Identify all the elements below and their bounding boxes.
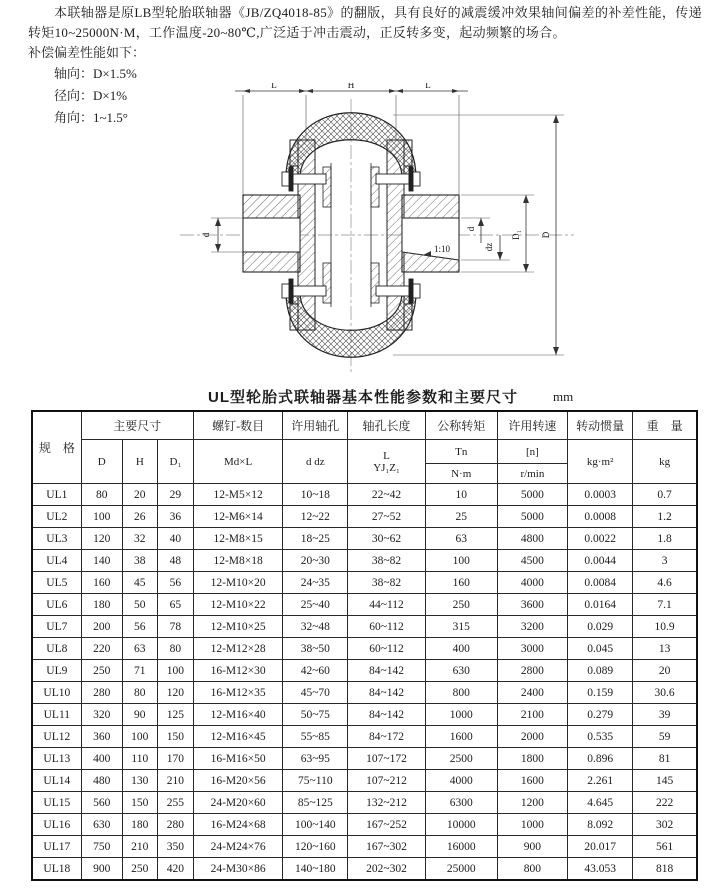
table-cell: 100: [122, 726, 157, 748]
table-cell: 180: [81, 594, 122, 616]
table-cell: 6300: [425, 792, 497, 814]
dim-label-hub-diameter: D₁: [511, 230, 521, 240]
table-cell: 4.6: [633, 572, 697, 594]
table-cell: 2500: [425, 748, 497, 770]
table-cell: 130: [122, 770, 157, 792]
table-cell: 630: [425, 660, 497, 682]
table-cell: 3600: [497, 594, 567, 616]
table-cell: 20.017: [568, 836, 633, 858]
header-d: D: [81, 440, 122, 484]
table-cell: UL1: [32, 484, 81, 506]
table-cell: 210: [122, 836, 157, 858]
table-cell: 12~22: [283, 506, 348, 528]
table-body: [32, 484, 697, 881]
table-cell: 800: [425, 682, 497, 704]
table-cell: 280: [81, 682, 122, 704]
table-cell: UL16: [32, 814, 81, 836]
table-cell: 180: [122, 814, 157, 836]
table-cell: 2000: [497, 726, 567, 748]
table-cell: 5000: [497, 506, 567, 528]
dim-label-outer-diameter: D: [541, 231, 551, 239]
table-cell: 1600: [497, 770, 567, 792]
table-cell: 10.9: [633, 616, 697, 638]
table-cell: 202~302: [348, 858, 425, 881]
table-cell: 0.0008: [568, 506, 633, 528]
table-cell: UL12: [32, 726, 81, 748]
table-cell: 80: [122, 682, 157, 704]
table-cell: 25~40: [283, 594, 348, 616]
dim-label-top-center: H: [347, 83, 355, 90]
table-cell: 0.535: [568, 726, 633, 748]
header-spec: 规 格: [32, 411, 81, 484]
table-cell: 167~302: [348, 836, 425, 858]
table-cell: 10~18: [283, 484, 348, 506]
table-cell: 26: [122, 506, 157, 528]
table-row: [32, 814, 697, 836]
table-cell: 38~50: [283, 638, 348, 660]
table-cell: 1000: [425, 704, 497, 726]
table-cell: UL18: [32, 858, 81, 881]
table-cell: 65: [157, 594, 193, 616]
table-cell: 71: [122, 660, 157, 682]
table-cell: 4.645: [568, 792, 633, 814]
table-cell: 5000: [497, 484, 567, 506]
table-cell: 20~30: [283, 550, 348, 572]
table-cell: 1.2: [633, 506, 697, 528]
table-cell: 7.1: [633, 594, 697, 616]
table-cell: 16-M12×35: [193, 682, 282, 704]
table-cell: 12-M8×18: [193, 550, 282, 572]
table-cell: 160: [81, 572, 122, 594]
table-cell: 42~60: [283, 660, 348, 682]
table-cell: 560: [81, 792, 122, 814]
dim-label-bore-right: d: [466, 226, 476, 232]
table-cell: 100~140: [283, 814, 348, 836]
table-row: [32, 616, 697, 638]
table-cell: 0.7: [633, 484, 697, 506]
table-cell: 255: [157, 792, 193, 814]
table-cell: 38~82: [348, 572, 425, 594]
table-cell: 2.261: [568, 770, 633, 792]
header-bore-len: 轴孔长度: [348, 411, 425, 440]
table-cell: UL7: [32, 616, 81, 638]
table-cell: 24~35: [283, 572, 348, 594]
table-cell: 132~212: [348, 792, 425, 814]
table-cell: 120~160: [283, 836, 348, 858]
table-cell: 145: [633, 770, 697, 792]
table-cell: 160: [425, 572, 497, 594]
table-cell: 200: [81, 616, 122, 638]
table-row: [32, 770, 697, 792]
table-cell: 320: [81, 704, 122, 726]
header-speed-sym: [n]: [497, 440, 567, 464]
table-cell: 0.0003: [568, 484, 633, 506]
header-main-dims: 主要尺寸: [81, 411, 193, 440]
table-cell: 12-M6×14: [193, 506, 282, 528]
taper-note-label: 1:10: [433, 244, 451, 254]
header-screws: 螺钉-数目: [193, 411, 282, 440]
table-row: [32, 858, 697, 881]
table-cell: 107~172: [348, 748, 425, 770]
table-cell: 12-M12×28: [193, 638, 282, 660]
table-cell: 30~62: [348, 528, 425, 550]
table-row: [32, 726, 697, 748]
table-cell: 84~172: [348, 726, 425, 748]
table-cell: UL2: [32, 506, 81, 528]
header-torque-unit: N·m: [425, 464, 497, 484]
table-cell: 100: [157, 660, 193, 682]
dim-label-taper-bore: dz: [484, 242, 494, 252]
table-cell: 50~75: [283, 704, 348, 726]
table-cell: 25: [425, 506, 497, 528]
table-cell: 45: [122, 572, 157, 594]
table-cell: 50: [122, 594, 157, 616]
header-d1: D₁: [157, 440, 193, 484]
table-row: [32, 528, 697, 550]
table-cell: UL9: [32, 660, 81, 682]
table-cell: 360: [81, 726, 122, 748]
table-cell: 302: [633, 814, 697, 836]
table-cell: 167~252: [348, 814, 425, 836]
offset-heading: 补偿偏差性能如下：: [28, 45, 146, 60]
parameters-table: [31, 410, 698, 881]
table-cell: 1000: [497, 814, 567, 836]
table-cell: 12-M10×25: [193, 616, 282, 638]
table-row: [32, 748, 697, 770]
table-cell: 220: [81, 638, 122, 660]
table-cell: 0.029: [568, 616, 633, 638]
table-cell: 0.0022: [568, 528, 633, 550]
table-cell: 45~70: [283, 682, 348, 704]
table-cell: 4000: [497, 572, 567, 594]
table-cell: 1800: [497, 748, 567, 770]
table-cell: 13: [633, 638, 697, 660]
header-torque: 公称转矩: [425, 411, 497, 440]
table-cell: 0.0084: [568, 572, 633, 594]
table-cell: 210: [157, 770, 193, 792]
table-cell: 24-M30×86: [193, 858, 282, 881]
table-cell: 0.0044: [568, 550, 633, 572]
table-cell: 32~48: [283, 616, 348, 638]
table-cell: 38: [122, 550, 157, 572]
table-cell: 2100: [497, 704, 567, 726]
table-row: [32, 638, 697, 660]
table-cell: 48: [157, 550, 193, 572]
table-cell: 0.279: [568, 704, 633, 726]
table-cell: 400: [81, 748, 122, 770]
header-weight-unit: kg: [633, 440, 697, 484]
header-bore-len-sub: [348, 440, 425, 484]
table-cell: 0.045: [568, 638, 633, 660]
table-cell: 84~142: [348, 660, 425, 682]
table-cell: 63: [425, 528, 497, 550]
table-cell: 16-M12×30: [193, 660, 282, 682]
table-cell: UL3: [32, 528, 81, 550]
table-row: [32, 550, 697, 572]
table-cell: 0.159: [568, 682, 633, 704]
dim-label-top-left: L: [271, 83, 277, 90]
table-cell: 24-M20×60: [193, 792, 282, 814]
table-cell: 12-M16×45: [193, 726, 282, 748]
table-cell: 32: [122, 528, 157, 550]
table-cell: 60~112: [348, 616, 425, 638]
table-cell: 561: [633, 836, 697, 858]
left-hub: [243, 195, 300, 272]
table-cell: 150: [122, 792, 157, 814]
table-cell: 250: [81, 660, 122, 682]
table-row: [32, 836, 697, 858]
table-cell: 4800: [497, 528, 567, 550]
table-cell: 16-M16×50: [193, 748, 282, 770]
table-cell: 4000: [425, 770, 497, 792]
table-cell: 3: [633, 550, 697, 572]
table-cell: 12-M10×20: [193, 572, 282, 594]
header-bore-sub: d dz: [283, 440, 348, 484]
table-cell: 38~82: [348, 550, 425, 572]
table-cell: 818: [633, 858, 697, 881]
table-cell: 56: [122, 616, 157, 638]
table-cell: 120: [81, 528, 122, 550]
table-cell: 84~142: [348, 704, 425, 726]
table-cell: 250: [122, 858, 157, 881]
table-cell: 4500: [497, 550, 567, 572]
table-cell: 750: [81, 836, 122, 858]
table-cell: UL14: [32, 770, 81, 792]
table-cell: 107~212: [348, 770, 425, 792]
header-inertia-unit: kg·m²: [568, 440, 633, 484]
table-cell: 75~110: [283, 770, 348, 792]
table-cell: 3000: [497, 638, 567, 660]
table-cell: 110: [122, 748, 157, 770]
right-hub: [402, 195, 459, 272]
table-cell: 12-M8×15: [193, 528, 282, 550]
table-cell: 120: [157, 682, 193, 704]
table-cell: 480: [81, 770, 122, 792]
table-cell: 29: [157, 484, 193, 506]
table-cell: 170: [157, 748, 193, 770]
header-weight: 重 量: [633, 411, 697, 440]
table-cell: 350: [157, 836, 193, 858]
table-cell: 39: [633, 704, 697, 726]
dim-label-bore-left: d: [201, 232, 211, 238]
table-cell: 400: [425, 638, 497, 660]
table-cell: 63: [122, 638, 157, 660]
table-title: UL型轮胎式联轴器基本性能参数和主要尺寸: [208, 389, 518, 406]
table-cell: 0.0164: [568, 594, 633, 616]
table-cell: 90: [122, 704, 157, 726]
table-cell: 125: [157, 704, 193, 726]
table-cell: 20: [122, 484, 157, 506]
table-cell: 16-M20×56: [193, 770, 282, 792]
table-cell: 1600: [425, 726, 497, 748]
table-cell: 18~25: [283, 528, 348, 550]
table-unit: mm: [553, 389, 574, 404]
bore-len-sub2: YJ₁Z₁: [373, 461, 400, 474]
header-bore: 许用轴孔: [283, 411, 348, 440]
table-cell: 80: [81, 484, 122, 506]
table-cell: UL17: [32, 836, 81, 858]
table-cell: 140: [81, 550, 122, 572]
table-row: [32, 484, 697, 506]
table-cell: 56: [157, 572, 193, 594]
table-cell: 10: [425, 484, 497, 506]
table-cell: 10000: [425, 814, 497, 836]
table-cell: 40: [157, 528, 193, 550]
table-cell: 63~95: [283, 748, 348, 770]
table-row: [32, 682, 697, 704]
table-cell: 12-M5×12: [193, 484, 282, 506]
header-h: H: [122, 440, 157, 484]
header-torque-sym: Tn: [425, 440, 497, 464]
table-cell: 44~112: [348, 594, 425, 616]
table-cell: UL5: [32, 572, 81, 594]
table-cell: 250: [425, 594, 497, 616]
header-speed-unit: r/min: [497, 464, 567, 484]
table-cell: 3200: [497, 616, 567, 638]
table-row: [32, 660, 697, 682]
table-cell: 36: [157, 506, 193, 528]
table-cell: UL4: [32, 550, 81, 572]
offset-line: 轴向：D×1.5%: [54, 66, 137, 81]
header-inertia: 转动惯量: [568, 411, 633, 440]
table-row: [32, 594, 697, 616]
table-cell: 140~180: [283, 858, 348, 881]
table-cell: 8.092: [568, 814, 633, 836]
table-cell: UL8: [32, 638, 81, 660]
table-cell: 0.896: [568, 748, 633, 770]
table-cell: 315: [425, 616, 497, 638]
table-header: [32, 411, 697, 484]
table-cell: 22~42: [348, 484, 425, 506]
table-cell: 280: [157, 814, 193, 836]
offset-line: 角向：1~1.5°: [54, 110, 128, 125]
table-cell: 20: [633, 660, 697, 682]
table-cell: 84~142: [348, 682, 425, 704]
table-cell: 100: [425, 550, 497, 572]
table-cell: 150: [157, 726, 193, 748]
table-cell: 0.089: [568, 660, 633, 682]
table-cell: 78: [157, 616, 193, 638]
table-row: [32, 506, 697, 528]
table-cell: 630: [81, 814, 122, 836]
table-cell: UL11: [32, 704, 81, 726]
header-speed: 许用转速: [497, 411, 567, 440]
table-cell: UL10: [32, 682, 81, 704]
table-row: [32, 704, 697, 726]
table-cell: 900: [81, 858, 122, 881]
table-cell: 12-M16×40: [193, 704, 282, 726]
table-cell: UL6: [32, 594, 81, 616]
table-cell: UL15: [32, 792, 81, 814]
table-cell: 12-M10×22: [193, 594, 282, 616]
table-cell: 25000: [425, 858, 497, 881]
table-cell: 27~52: [348, 506, 425, 528]
intro-paragraph: 本联轴器是原LB型轮胎联轴器《JB/ZQ4018-85》的翻版，具有良好的减震缓冲效果轴间偏差的补差性能，传递转矩10~25000N·M，工作温度-20~80℃,广泛适于冲击震动，正反转多变，起动频繁的场合。: [28, 5, 702, 40]
dim-label-top-right: L: [425, 83, 431, 90]
table-cell: 43.053: [568, 858, 633, 881]
table-cell: 1200: [497, 792, 567, 814]
table-row: [32, 792, 697, 814]
table-cell: 30.6: [633, 682, 697, 704]
table-cell: 100: [81, 506, 122, 528]
table-cell: 1.8: [633, 528, 697, 550]
table-cell: UL13: [32, 748, 81, 770]
coupling-section-diagram: [178, 83, 630, 385]
table-cell: 59: [633, 726, 697, 748]
table-row: [32, 572, 697, 594]
table-cell: 55~85: [283, 726, 348, 748]
table-cell: 16000: [425, 836, 497, 858]
table-cell: 800: [497, 858, 567, 881]
table-cell: 81: [633, 748, 697, 770]
table-cell: 24-M24×76: [193, 836, 282, 858]
table-cell: 2400: [497, 682, 567, 704]
table-cell: 2800: [497, 660, 567, 682]
table-cell: 85~125: [283, 792, 348, 814]
offset-line: 径向：D×1%: [54, 88, 128, 103]
table-cell: 420: [157, 858, 193, 881]
table-cell: 222: [633, 792, 697, 814]
table-cell: 900: [497, 836, 567, 858]
header-screws-sub: Md×L: [193, 440, 282, 484]
table-cell: 60~112: [348, 638, 425, 660]
table-cell: 80: [157, 638, 193, 660]
table-cell: 16-M24×68: [193, 814, 282, 836]
bore-len-sub1: L: [383, 449, 390, 462]
